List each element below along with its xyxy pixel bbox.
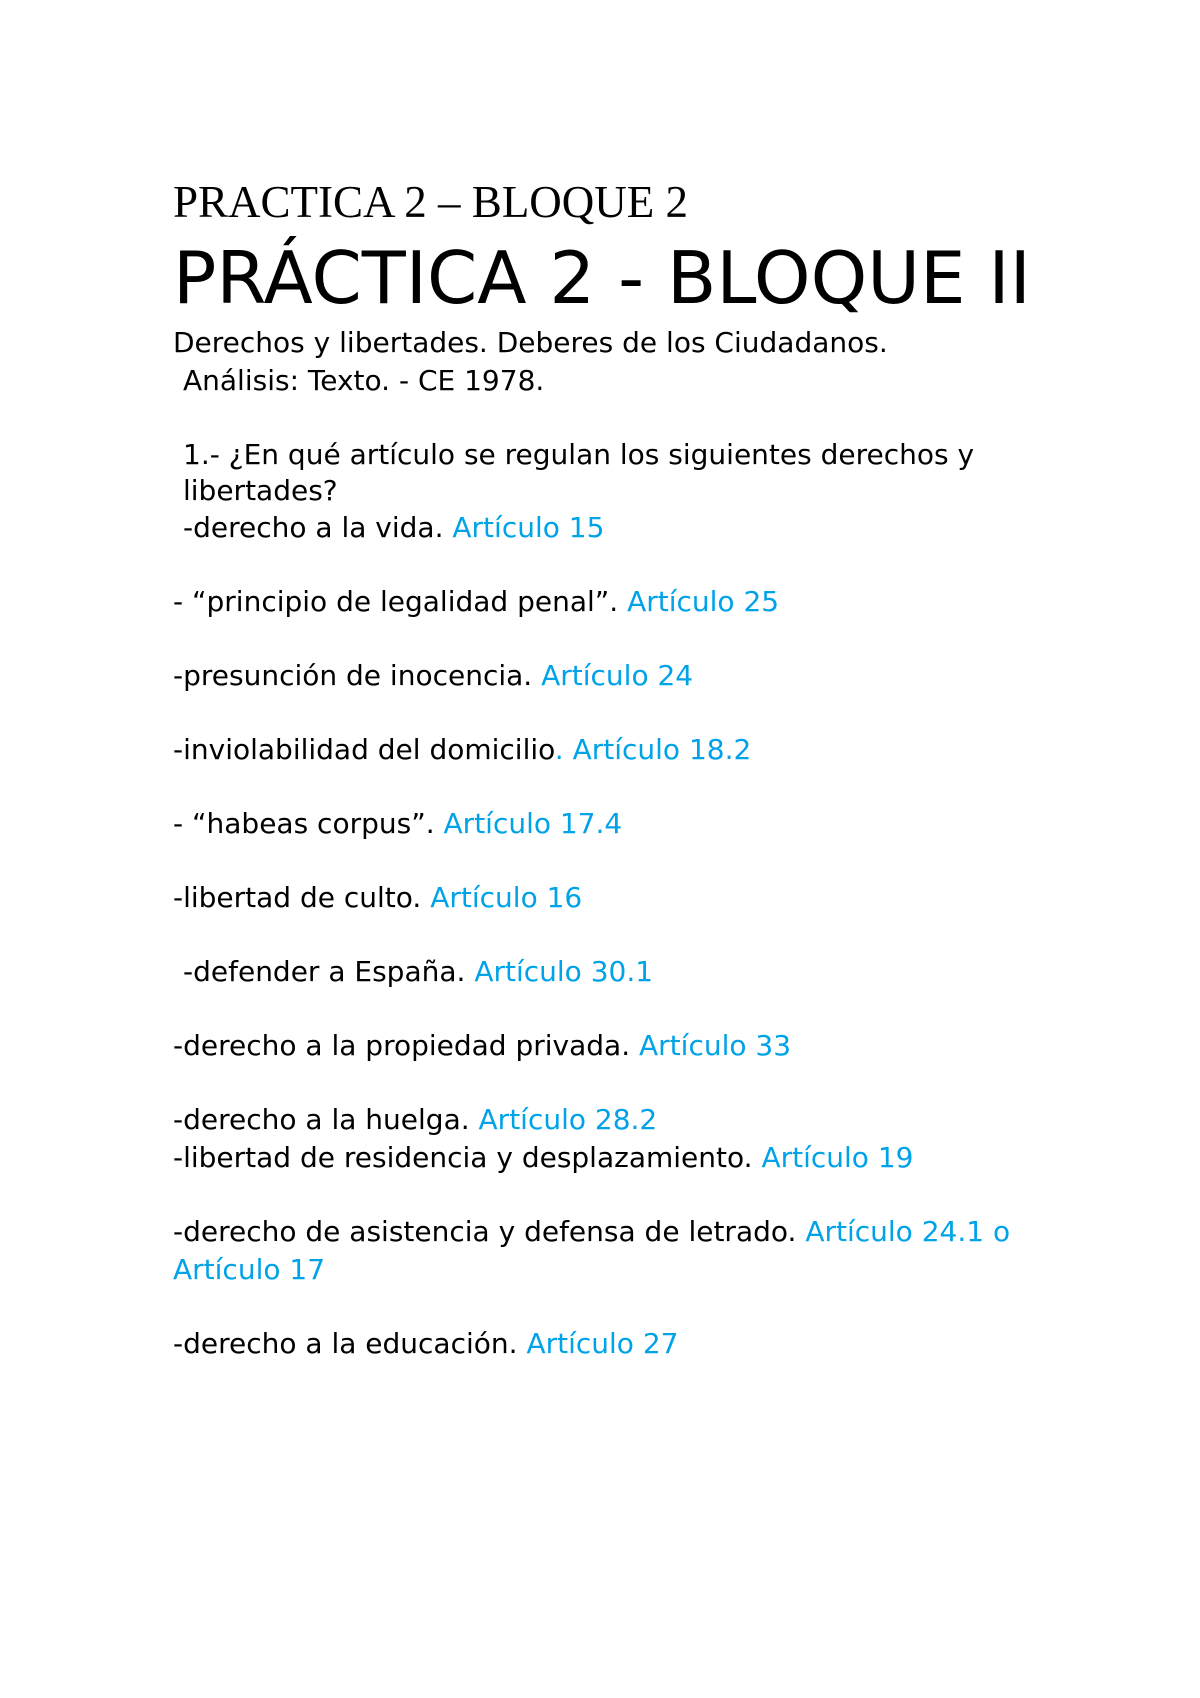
item-answer: Artículo 33 <box>639 1029 792 1062</box>
item-text: -inviolabilidad del domicilio <box>173 733 555 766</box>
list-item <box>173 879 1073 917</box>
item-text: -derecho a la vida. <box>183 511 444 544</box>
item-answer: Artículo 28.2 <box>478 1103 658 1136</box>
item-text: -derecho a la propiedad privada. <box>173 1029 631 1062</box>
item-text: - “habeas corpus”. <box>173 807 435 840</box>
list-item <box>173 1101 1073 1139</box>
list-item <box>173 1213 1073 1289</box>
item-text: -presunción de inocencia. <box>173 659 533 692</box>
item-text: -derecho a la educación. <box>173 1327 518 1360</box>
item-answer: Artículo 15 <box>452 511 605 544</box>
item-answer: Artículo 17.4 <box>443 807 623 840</box>
list-item <box>173 1027 1073 1065</box>
item-answer: Artículo 19 <box>761 1141 914 1174</box>
item-answer: Artículo 24 <box>541 659 694 692</box>
question-1: 1.- ¿En qué artículo se regulan los siguientes derechos y libertades? <box>183 438 975 507</box>
item-answer: Artículo 16 <box>430 881 583 914</box>
subtitle-line-1: Derechos y libertades. Deberes de los Ciudadanos. <box>173 326 888 359</box>
list-item <box>173 583 1073 621</box>
list-item <box>173 953 1073 991</box>
list-item <box>173 731 1073 769</box>
item-answer: Artículo 30.1 <box>474 955 654 988</box>
item-text: -libertad de culto. <box>173 881 422 914</box>
item-answer: Artículo 24.1 o Artículo 17 <box>173 1215 1011 1286</box>
item-text: -libertad de residencia y desplazamiento. <box>173 1141 753 1174</box>
document-heading: PRÁCTICA 2 - BLOQUE II <box>173 236 1031 320</box>
item-answer: Artículo 27 <box>526 1327 679 1360</box>
list-item <box>173 805 1073 843</box>
list-item <box>173 1139 1073 1177</box>
document-title: PRACTICA 2 – BLOQUE 2 <box>173 177 689 227</box>
item-answer: Artículo 25 <box>627 585 780 618</box>
item-text: -derecho a la huelga. <box>173 1103 470 1136</box>
item-answer: . Artículo 18.2 <box>554 733 752 766</box>
item-text: - “principio de legalidad penal”. <box>173 585 619 618</box>
item-text: -derecho de asistencia y defensa de letrado. <box>173 1215 797 1248</box>
list-item <box>173 657 1073 695</box>
list-item <box>173 509 1073 547</box>
document-page <box>173 172 1073 1363</box>
subtitle-line-2: Análisis: Texto. - CE 1978. <box>183 364 545 397</box>
list-item <box>173 1325 1073 1363</box>
item-text: -defender a España. <box>183 955 466 988</box>
